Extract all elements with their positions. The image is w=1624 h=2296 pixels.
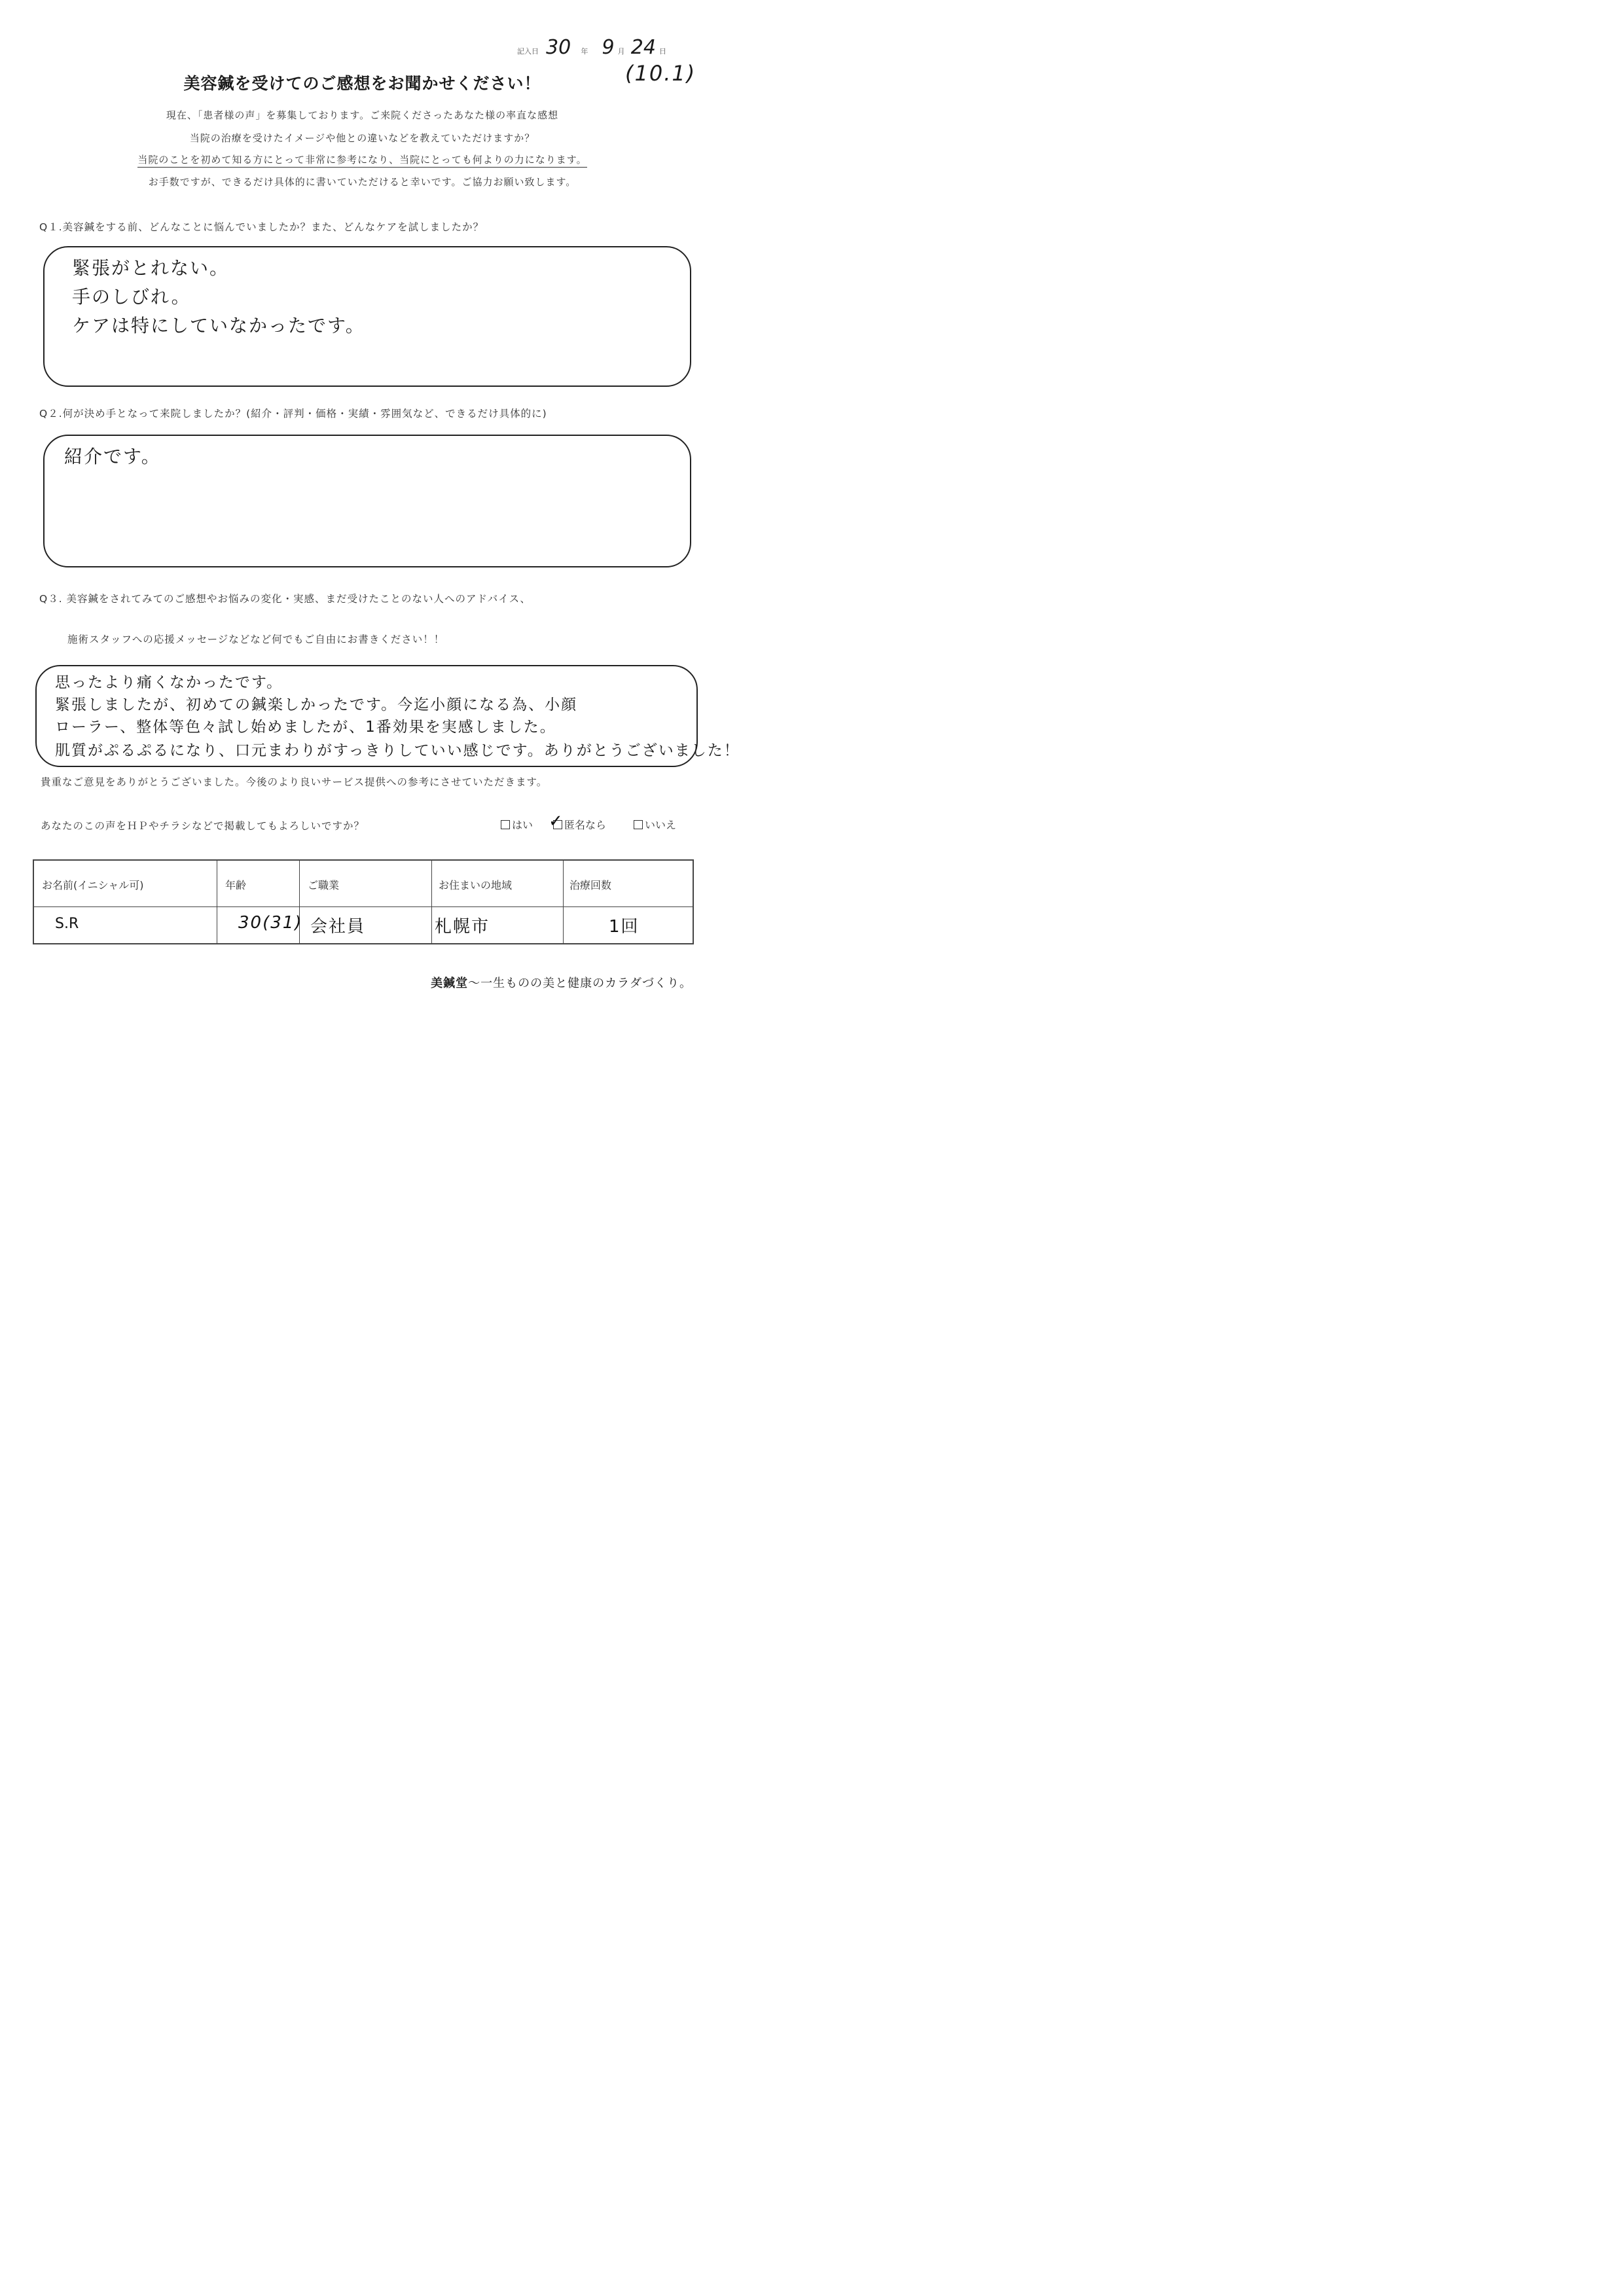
revisit-date: (10.1) bbox=[625, 61, 696, 86]
value-age[interactable]: 30(31) bbox=[238, 913, 303, 933]
question-1: Q１.美容鍼をする前、どんなことに悩んでいましたか？また、どんなケアを試しましたか？ bbox=[39, 221, 484, 233]
checkbox-icon[interactable] bbox=[549, 811, 563, 831]
table-column-divider bbox=[431, 861, 432, 943]
checkbox-icon[interactable] bbox=[501, 820, 510, 829]
consent-option-label: 匿名なら bbox=[564, 819, 607, 831]
consent-question: あなたのこの声をＨＰやチラシなどで掲載してもよろしいですか？ bbox=[41, 820, 365, 832]
question-3-line-2: 施術スタッフへの応援メッセージなどなど何でもご自由にお書きください！！ bbox=[67, 634, 445, 645]
consent-option-label: いいえ bbox=[645, 819, 677, 831]
value-name[interactable]: S.R bbox=[55, 916, 79, 932]
question-3-line-1: Q３. 美容鍼をされてみてのご感想やお悩みの変化・実感、まだ受けたことのない人へのアドバイス、 bbox=[39, 593, 532, 605]
thanks-text: 貴重なご意見をありがとうございました。今後のより良いサービス提供への参考にさせていただきます。 bbox=[41, 776, 548, 788]
consent-option-no[interactable] bbox=[634, 817, 676, 832]
header-treatment-count: 治療回数 bbox=[569, 879, 612, 891]
header-area: お住まいの地域 bbox=[439, 879, 513, 891]
header-age: 年齢 bbox=[225, 879, 247, 891]
table-divider bbox=[34, 906, 693, 907]
intro-line-3 bbox=[0, 152, 725, 166]
checkbox-icon[interactable] bbox=[634, 820, 643, 829]
tagline-text: ～一生ものの美と健康のカラダづくり。 bbox=[468, 977, 692, 990]
header-name: お名前(イニシャル可) bbox=[42, 879, 144, 891]
patient-info-table bbox=[33, 859, 694, 944]
date-day-label: 日 bbox=[659, 47, 667, 56]
consent-option-anonymous[interactable] bbox=[549, 811, 607, 832]
intro-line-3-text: 当院のことを初めて知る方にとって非常に参考になり、当院にとっても何よりの力になります。 bbox=[137, 154, 586, 168]
question-2: Q２.何が決め手となって来院しましたか？(紹介・評判・価格・実績・雰囲気など、できるだけ具体的に) bbox=[39, 408, 547, 420]
date-day: 24 bbox=[630, 36, 656, 59]
consent-option-label: はい bbox=[512, 819, 533, 831]
intro-line-4: お手数ですが、できるだけ具体的に書いていただけると幸いです。ご協力お願い致します。 bbox=[148, 176, 577, 188]
date-year: 30 bbox=[546, 36, 571, 59]
answer-3-line: 緊張しましたが、初めての鍼楽しかったです。今迄小顔になる為、小顔 bbox=[55, 696, 578, 713]
answer-1-line: 緊張がとれない。 bbox=[72, 257, 230, 279]
consent-option-yes[interactable] bbox=[501, 817, 533, 832]
header-occupation: ご職業 bbox=[308, 879, 340, 891]
date-entry-label: 記入日 bbox=[517, 47, 539, 56]
value-area[interactable]: 札幌市 bbox=[435, 917, 490, 937]
date-year-label: 年 bbox=[581, 47, 588, 56]
answer-2-line: 紹介です。 bbox=[64, 446, 161, 467]
brand-name: 美鍼堂 bbox=[431, 977, 469, 990]
date-month-label: 月 bbox=[617, 47, 625, 56]
footer-tagline bbox=[431, 974, 692, 991]
answer-1-line: 手のしびれ。 bbox=[72, 286, 191, 308]
answer-1-line: ケアは特にしていなかったです。 bbox=[72, 315, 365, 336]
table-column-divider bbox=[563, 861, 564, 943]
date-month: 9 bbox=[602, 36, 615, 59]
checkmark-icon: ✓ bbox=[549, 811, 563, 831]
value-treatment-count[interactable]: 1回 bbox=[609, 917, 640, 937]
intro-line-2: 当院の治療を受けたイメージや他との違いなどを教えていただけますか？ bbox=[189, 132, 535, 144]
answer-3-line: 思ったより痛くなかったです。 bbox=[55, 674, 283, 691]
value-occupation[interactable]: 会社員 bbox=[310, 917, 366, 937]
intro-line-1: 現在、「患者様の声」を募集しております。ご来院くださったあなた様の率直な感想 bbox=[166, 109, 559, 121]
answer-3-line: ローラー、整体等色々試し始めましたが、1番効果を実感しました。 bbox=[55, 719, 556, 736]
answer-3-line: 肌質がぷるぷるになり、口元まわりがすっきりしていい感じです。ありがとうございました！ bbox=[55, 742, 740, 759]
entry-date bbox=[517, 36, 713, 62]
page-title: 美容鍼を受けてのご感想をお聞かせください！ bbox=[183, 74, 541, 93]
